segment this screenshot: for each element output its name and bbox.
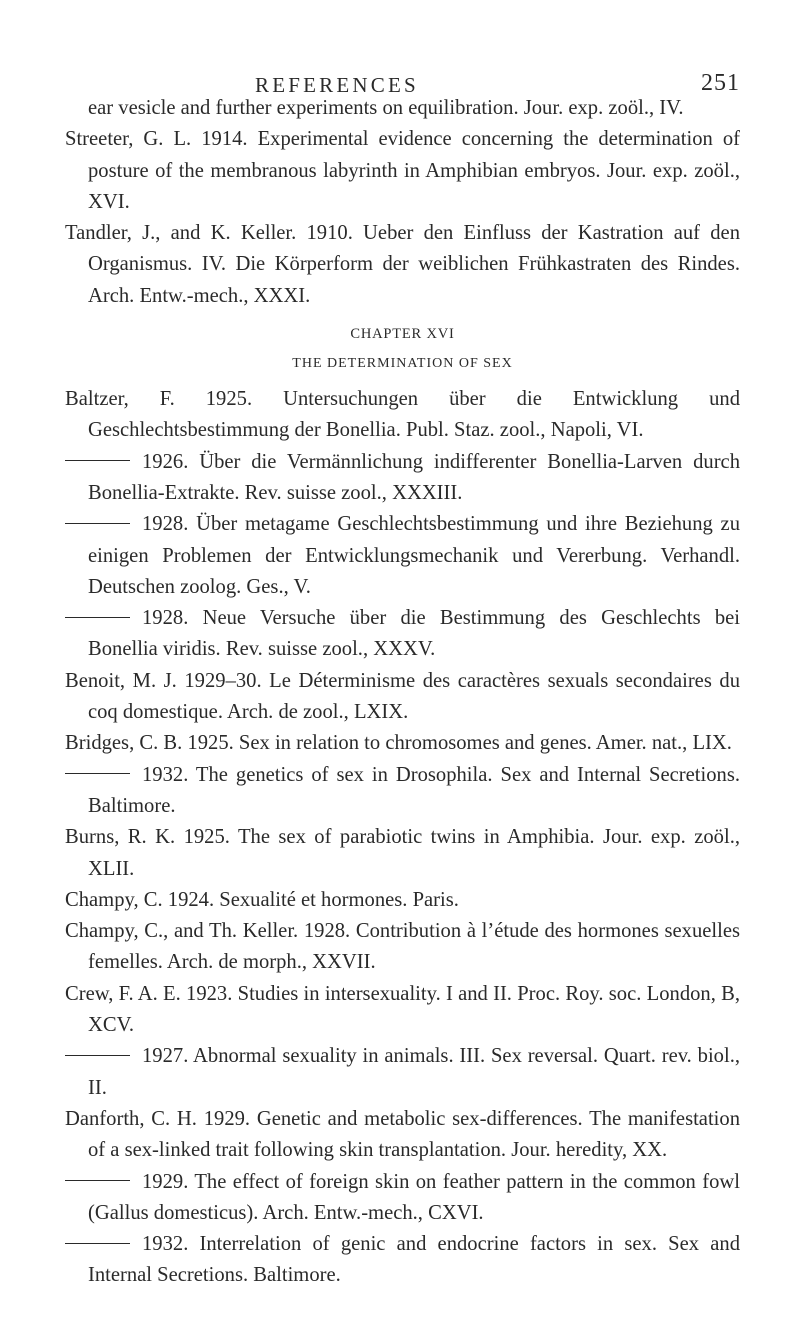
- reference-text: Champy, C., and Th. Keller. 1928. Contribution à l’étude des hormones sexuelles femelles. Arch. de morph., XXVII.: [65, 920, 740, 974]
- reference-entry: [65, 447, 740, 510]
- running-head: [65, 0, 740, 97]
- reference-text: 1928. Neue Versuche über die Bestimmung des Geschlechts bei Bonellia viridis. Rev. suisse zool., XXXV.: [88, 607, 740, 661]
- ditto-dash: [65, 1180, 130, 1181]
- chapter-title: THE DETERMINATION OF SEX: [292, 356, 513, 372]
- reference-entry: [65, 728, 740, 759]
- reference-text: Benoit, M. J. 1929–30. Le Déterminisme des caractères sexuals secondaires du coq domestique. Arch. de zool., LXIX.: [65, 669, 740, 724]
- reference-entry: [65, 1041, 740, 1104]
- reference-text: 1932. Interrelation of genic and endocrine factors in sex. Sex and Internal Secretions. Baltimore.: [88, 1233, 740, 1287]
- page-number: 251: [701, 70, 740, 96]
- reference-entry: ear vesicle and further experiments on equilibration. Jour. exp. zoöl., IV.: [88, 97, 684, 119]
- reference-text: 1926. Über die Vermännlichung indifferenter Bonellia-Larven durch Bonellia-Extrakte. Rev. suisse zool., XXXIII.: [88, 450, 740, 504]
- reference-text: Crew, F. A. E. 1923. Studies in intersexuality. I and II. Proc. Roy. soc. London, B, XCV.: [65, 982, 740, 1037]
- reference-entry: [65, 384, 740, 447]
- ditto-dash: [65, 523, 130, 524]
- reference-text: 1927. Abnormal sexuality in animals. III. Sex reversal. Quart. rev. biol., II.: [88, 1045, 740, 1099]
- ditto-dash: [65, 617, 130, 618]
- reference-text: Bridges, C. B. 1925. Sex in relation to chromosomes and genes. Amer. nat., LIX.: [65, 732, 732, 755]
- ditto-dash: [65, 460, 130, 461]
- reference-text: 1929. The effect of foreign skin on feather pattern in the common fowl (Gallus domesticus). Arch. Entw.-mech., CXVI.: [88, 1170, 740, 1224]
- reference-text: Baltzer, F. 1925. Untersuchungen über die Entwicklung und Geschlechtsbestimmung der Bonellia. Publ. Staz. zool., Napoli, VI.: [65, 388, 740, 442]
- reference-entry: [65, 885, 740, 916]
- chapter-reference-list: [65, 384, 740, 1292]
- reference-text: Champy, C. 1924. Sexualité et hormones. Paris.: [65, 888, 459, 911]
- chapter-heading: CHAPTER XVI: [350, 326, 455, 343]
- reference-entry: [65, 1229, 740, 1292]
- reference-entry: [65, 666, 740, 729]
- ditto-dash: [65, 1055, 130, 1056]
- reference-list: [65, 93, 740, 1292]
- reference-entry: [65, 822, 740, 885]
- reference-text: Burns, R. K. 1925. The sex of parabiotic twins in Amphibia. Jour. exp. zoöl., XLII.: [65, 826, 740, 880]
- reference-entry: [65, 603, 740, 666]
- reference-text: 1932. The genetics of sex in Drosophila. Sex and Internal Secretions. Baltimore.: [88, 763, 740, 817]
- book-page: [65, 0, 740, 1287]
- ditto-dash: [65, 773, 130, 774]
- reference-entry: [65, 509, 740, 603]
- reference-entry: Streeter, G. L. 1914. Experimental evidence concerning the determination of posture of the membranous labyrinth in Amphibian embryos. Jour. exp. zoöl., XVI.: [65, 128, 740, 213]
- reference-entry: Tandler, J., and K. Keller. 1910. Ueber den Einfluss der Kastration auf den Organismus. IV. Die Körperform der weiblichen Frühkastraten des Rindes. Arch. Entw.-mech., XXXI.: [65, 222, 740, 307]
- reference-entry: [65, 979, 740, 1042]
- reference-text: Danforth, C. H. 1929. Genetic and metabolic sex-differences. The manifestation of a sex-linked trait following skin transplantation. Jour. heredity, XX.: [65, 1107, 740, 1162]
- reference-text: 1928. Über metagame Geschlechtsbestimmung und ihre Beziehung zu einigen Problemen der Entwicklungsmechanik und Vererbung. Verhandl. Deutschen zoolog. Ges., V.: [88, 513, 740, 598]
- reference-entry: [65, 1104, 740, 1167]
- reference-entry: [65, 916, 740, 979]
- reference-entry: [65, 1167, 740, 1230]
- reference-entry: [65, 760, 740, 823]
- running-title: REFERENCES: [255, 73, 419, 97]
- ditto-dash: [65, 1243, 130, 1244]
